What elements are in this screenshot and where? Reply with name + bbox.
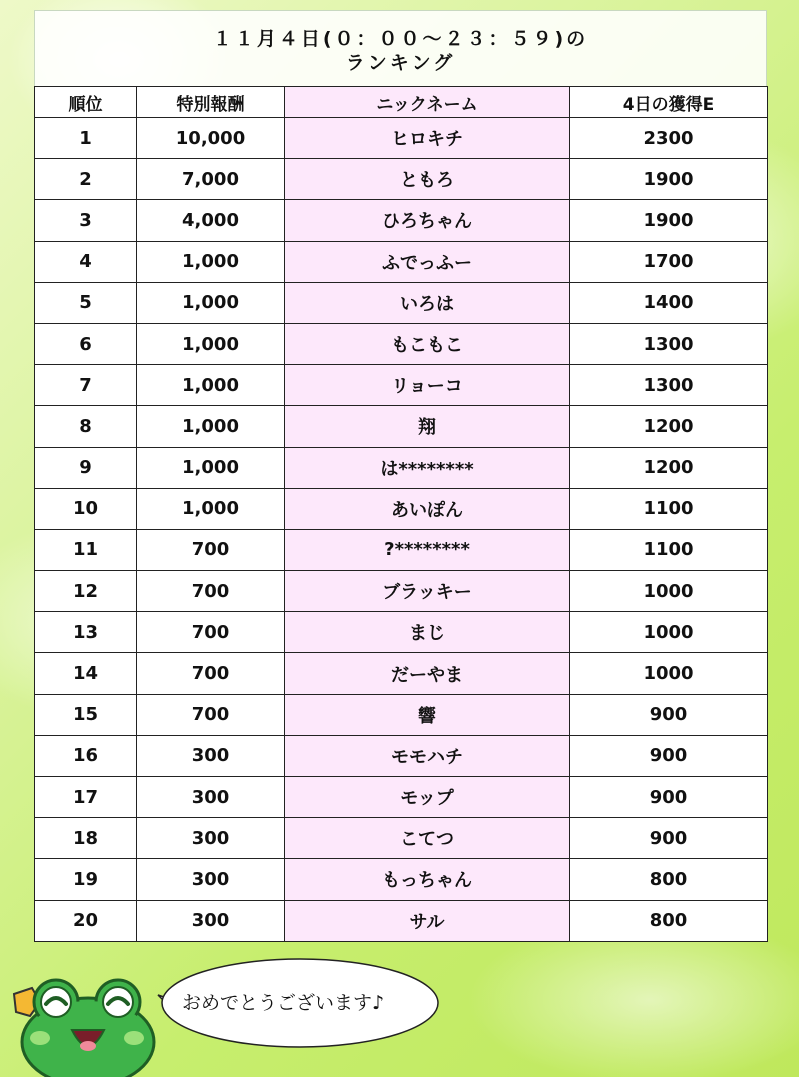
ranking-title-box <box>34 10 767 87</box>
score-cell: 800 <box>570 900 768 941</box>
ranking-title-date: １１月４日(０：００～２３：５９)の <box>212 28 589 50</box>
nickname-cell: ヒロキチ <box>285 118 570 159</box>
ranking-table <box>34 86 768 942</box>
prize-cell: 700 <box>137 694 285 735</box>
header-prize: 特別報酬 <box>137 87 285 118</box>
nickname-cell: まじ <box>285 612 570 653</box>
rank-cell: 14 <box>35 653 137 694</box>
ranking-sheet <box>34 10 767 943</box>
score-cell: 1100 <box>570 488 768 529</box>
rank-cell: 17 <box>35 777 137 818</box>
score-cell: 900 <box>570 735 768 776</box>
prize-cell: 300 <box>137 777 285 818</box>
rank-cell: 12 <box>35 571 137 612</box>
prize-cell: 1,000 <box>137 365 285 406</box>
nickname-cell: サル <box>285 900 570 941</box>
rank-cell: 19 <box>35 859 137 900</box>
nickname-cell: ブラッキー <box>285 571 570 612</box>
table-row <box>35 447 768 488</box>
prize-cell: 1,000 <box>137 241 285 282</box>
prize-cell: 1,000 <box>137 323 285 364</box>
nickname-cell: 響 <box>285 694 570 735</box>
rank-cell: 11 <box>35 529 137 570</box>
score-cell: 1900 <box>570 200 768 241</box>
score-cell: 1000 <box>570 612 768 653</box>
score-cell: 900 <box>570 777 768 818</box>
rank-cell: 6 <box>35 323 137 364</box>
score-cell: 1300 <box>570 323 768 364</box>
nickname-cell: もこもこ <box>285 323 570 364</box>
table-row <box>35 612 768 653</box>
frog-mascot-icon <box>10 972 160 1077</box>
table-row <box>35 571 768 612</box>
table-row <box>35 159 768 200</box>
prize-cell: 300 <box>137 735 285 776</box>
prize-cell: 1,000 <box>137 406 285 447</box>
header-rank: 順位 <box>35 87 137 118</box>
prize-cell: 10,000 <box>137 118 285 159</box>
rank-cell: 15 <box>35 694 137 735</box>
rank-cell: 10 <box>35 488 137 529</box>
prize-cell: 700 <box>137 612 285 653</box>
rank-cell: 2 <box>35 159 137 200</box>
nickname-cell: 翔 <box>285 406 570 447</box>
score-cell: 1700 <box>570 241 768 282</box>
prize-cell: 4,000 <box>137 200 285 241</box>
prize-cell: 1,000 <box>137 282 285 323</box>
nickname-cell: ともろ <box>285 159 570 200</box>
score-cell: 900 <box>570 694 768 735</box>
table-row <box>35 735 768 776</box>
nickname-cell: ひろちゃん <box>285 200 570 241</box>
rank-cell: 9 <box>35 447 137 488</box>
prize-cell: 700 <box>137 653 285 694</box>
header-nickname: ニックネーム <box>285 87 570 118</box>
nickname-cell: ふでっふー <box>285 241 570 282</box>
nickname-cell: こてつ <box>285 818 570 859</box>
nickname-cell: だーやま <box>285 653 570 694</box>
ranking-table-body <box>35 118 768 942</box>
congratulations-message: おめでとうございます♪ <box>182 992 385 1014</box>
prize-cell: 7,000 <box>137 159 285 200</box>
prize-cell: 700 <box>137 529 285 570</box>
table-header-row <box>35 87 768 118</box>
score-cell: 1000 <box>570 571 768 612</box>
score-cell: 1400 <box>570 282 768 323</box>
header-score: 4日の獲得E <box>570 87 768 118</box>
nickname-cell: あいぽん <box>285 488 570 529</box>
prize-cell: 1,000 <box>137 447 285 488</box>
score-cell: 1100 <box>570 529 768 570</box>
table-row <box>35 282 768 323</box>
table-row <box>35 818 768 859</box>
rank-cell: 18 <box>35 818 137 859</box>
score-cell: 1900 <box>570 159 768 200</box>
score-cell: 1300 <box>570 365 768 406</box>
table-row <box>35 241 768 282</box>
score-cell: 1000 <box>570 653 768 694</box>
table-row <box>35 488 768 529</box>
rank-cell: 16 <box>35 735 137 776</box>
score-cell: 1200 <box>570 406 768 447</box>
prize-cell: 300 <box>137 859 285 900</box>
score-cell: 900 <box>570 818 768 859</box>
nickname-cell: いろは <box>285 282 570 323</box>
table-row <box>35 653 768 694</box>
ranking-title-label: ランキング <box>345 52 456 74</box>
table-row <box>35 118 768 159</box>
table-row <box>35 200 768 241</box>
prize-cell: 300 <box>137 900 285 941</box>
table-row <box>35 900 768 941</box>
table-row <box>35 777 768 818</box>
rank-cell: 20 <box>35 900 137 941</box>
prize-cell: 300 <box>137 818 285 859</box>
prize-cell: 1,000 <box>137 488 285 529</box>
table-row <box>35 323 768 364</box>
nickname-cell: モップ <box>285 777 570 818</box>
rank-cell: 1 <box>35 118 137 159</box>
nickname-cell: もっちゃん <box>285 859 570 900</box>
table-row <box>35 859 768 900</box>
nickname-cell: リョーコ <box>285 365 570 406</box>
prize-cell: 700 <box>137 571 285 612</box>
rank-cell: 13 <box>35 612 137 653</box>
table-row <box>35 365 768 406</box>
table-row <box>35 406 768 447</box>
rank-cell: 7 <box>35 365 137 406</box>
nickname-cell: ?******** <box>285 529 570 570</box>
score-cell: 1200 <box>570 447 768 488</box>
rank-cell: 8 <box>35 406 137 447</box>
table-row <box>35 529 768 570</box>
nickname-cell: モモハチ <box>285 735 570 776</box>
score-cell: 800 <box>570 859 768 900</box>
rank-cell: 3 <box>35 200 137 241</box>
nickname-cell: は******** <box>285 447 570 488</box>
rank-cell: 4 <box>35 241 137 282</box>
score-cell: 2300 <box>570 118 768 159</box>
table-row <box>35 694 768 735</box>
rank-cell: 5 <box>35 282 137 323</box>
